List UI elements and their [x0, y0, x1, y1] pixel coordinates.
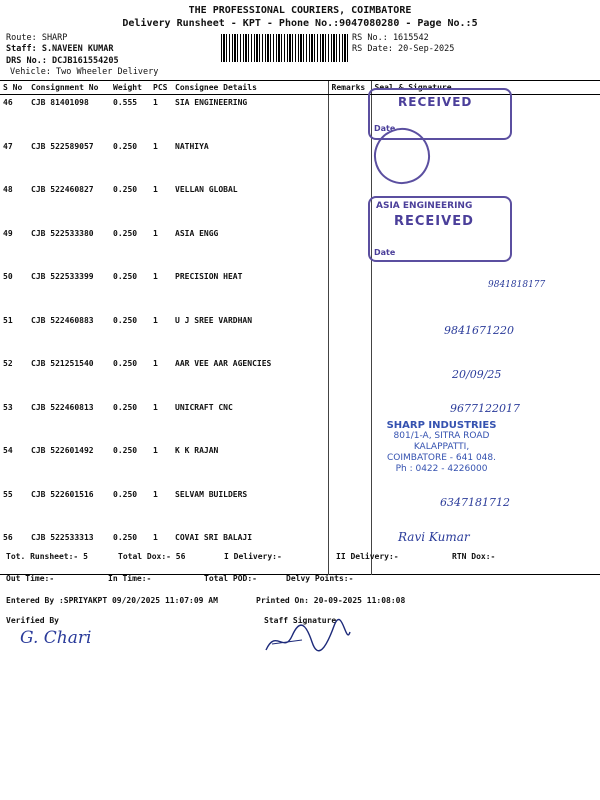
sharp-stamp-name: SHARP INDUSTRIES — [386, 420, 497, 431]
cell-signature — [371, 269, 600, 313]
cell-consignee: K K RAJAN — [175, 446, 219, 455]
table-row — [0, 530, 600, 574]
cell-weight: 0.250 — [113, 359, 138, 368]
cell-consignee: VELLAN GLOBAL — [175, 185, 238, 194]
col-remarks: Remarks — [328, 81, 371, 95]
cell-consignee: COVAI SRI BALAJI — [175, 533, 253, 542]
received-stamp-date: Date — [374, 124, 396, 133]
col-weight: Weight — [110, 81, 150, 95]
ii-delivery: II Delivery:- — [336, 552, 399, 561]
cell-consignment: CJB 81401098 — [31, 98, 89, 107]
sharp-stamp-addr1: 801/1-A, SITRA ROAD — [393, 431, 490, 441]
cell-consignment: CJB 522460883 — [31, 315, 94, 325]
cell-pcs: 1 — [153, 489, 158, 499]
cell-consignment: CJB 522601516 — [31, 489, 94, 499]
col-consignment: Consignment No — [28, 81, 110, 95]
cell-remarks — [328, 313, 371, 357]
table-row — [0, 356, 600, 400]
total-pod: Total POD:- — [204, 574, 257, 583]
cell-weight: 0.250 — [113, 533, 138, 542]
cell-consignee: SIA ENGINEERING — [175, 98, 248, 107]
cell-sno: 50 — [3, 272, 13, 281]
cell-remarks — [328, 95, 371, 139]
cell-consignment: CJB 521251540 — [31, 359, 94, 368]
cell-consignment: CJB 522533313 — [31, 533, 94, 542]
cell-consignment: CJB 522460813 — [31, 402, 94, 412]
handwriting-row51: 9841671220 — [444, 324, 514, 337]
cell-remarks — [328, 269, 371, 313]
barcode — [221, 34, 349, 62]
cell-consignment: CJB 522601492 — [31, 446, 94, 455]
cell-weight: 0.250 — [113, 185, 138, 194]
handwriting-row55: 6347181712 — [440, 496, 510, 509]
table-row — [0, 269, 600, 313]
staff-signature: Staff Signature — [264, 616, 337, 625]
out-time: Out Time:- — [6, 574, 55, 583]
total-dox: Total Dox:- 56 — [118, 552, 186, 561]
col-sno: S No — [0, 81, 28, 95]
cell-weight: 0.250 — [113, 489, 138, 499]
cell-weight: 0.555 — [113, 98, 138, 107]
cell-pcs: 1 — [153, 402, 158, 412]
cell-weight: 0.250 — [113, 446, 138, 455]
cell-remarks — [328, 356, 371, 400]
sharp-industries-stamp — [379, 420, 504, 475]
table-row — [0, 443, 600, 487]
cell-consignment: CJB 522533380 — [31, 228, 94, 238]
cell-pcs: 1 — [153, 185, 158, 194]
received-stamp-text: RECEIVED — [398, 95, 473, 109]
cell-weight: 0.250 — [113, 272, 138, 281]
verified-by: Verified By — [6, 616, 59, 625]
col-consignee: Consignee Details — [172, 81, 328, 95]
cell-consignee: PRECISION HEAT — [175, 272, 243, 281]
cell-sno: 51 — [3, 315, 13, 325]
cell-pcs: 1 — [153, 272, 158, 281]
cell-pcs: 1 — [153, 315, 158, 325]
cell-weight: 0.250 — [113, 315, 138, 325]
drs-label: DRS No.: DCJB161554205 — [6, 56, 119, 66]
cell-remarks — [328, 443, 371, 487]
staff-label: Staff: S.NAVEEN KUMAR — [6, 44, 114, 54]
rs-date: RS Date: 20-Sep-2025 — [352, 44, 455, 54]
cell-pcs: 1 — [153, 533, 158, 542]
cell-consignee: SELVAM BUILDERS — [175, 489, 248, 499]
asia-stamp-date: Date — [374, 248, 396, 257]
cell-sno: 53 — [3, 402, 13, 412]
entered-by: Entered By :SPRIYAKPT 09/20/2025 11:07:09 AM — [6, 596, 218, 605]
company-title: THE PROFESSIONAL COURIERS, COIMBATORE — [188, 5, 412, 16]
sharp-stamp-addr2: KALAPPATTI, — [413, 442, 470, 452]
cell-weight: 0.250 — [113, 228, 138, 238]
cell-sno: 56 — [3, 533, 13, 542]
handwriting-row50: 9841818177 — [488, 280, 546, 290]
cell-weight: 0.250 — [113, 402, 138, 412]
col-pcs: PCS — [150, 81, 172, 95]
verifier-signature: G. Chari — [20, 628, 92, 648]
cell-consignee: ASIA ENGG — [175, 228, 219, 238]
cell-sno: 48 — [3, 185, 13, 194]
sharp-stamp-phone: Ph : 0422 - 4226000 — [395, 464, 488, 474]
cell-consignment: CJB 522460827 — [31, 185, 94, 194]
sharp-stamp-addr3: COIMBATORE - 641 048. — [387, 453, 496, 463]
cell-consignee: AAR VEE AAR AGENCIES — [175, 359, 272, 368]
table-row — [0, 139, 600, 183]
cell-consignment: CJB 522533399 — [31, 272, 94, 281]
cell-remarks — [328, 139, 371, 183]
cell-pcs: 1 — [153, 446, 158, 455]
vehicle-label: Vehicle: Two Wheeler Delivery — [10, 67, 159, 77]
rtn-dox: RTN Dox:- — [452, 552, 496, 561]
cell-remarks — [328, 487, 371, 531]
printed-on: Printed On: 20-09-2025 11:08:08 — [256, 596, 406, 605]
col-signature: Seal & Signature — [371, 81, 600, 95]
cell-sno: 46 — [3, 98, 13, 107]
cell-sno: 47 — [3, 141, 13, 151]
delvy-points: Delvy Points:- — [286, 574, 354, 583]
cell-pcs: 1 — [153, 141, 158, 151]
cell-weight: 0.250 — [113, 141, 138, 151]
cell-remarks — [328, 400, 371, 444]
table-row — [0, 487, 600, 531]
cell-remarks — [328, 226, 371, 270]
cell-remarks — [328, 182, 371, 226]
asia-received-stamp — [368, 196, 512, 262]
cell-pcs: 1 — [153, 228, 158, 238]
cell-consignee: NATHIYA — [175, 141, 209, 151]
cell-sno: 49 — [3, 228, 13, 238]
asia-stamp-name: ASIA ENGINEERING — [376, 201, 473, 211]
staff-signature-scribble — [262, 618, 352, 658]
cell-sno: 52 — [3, 359, 13, 368]
asia-stamp-received: RECEIVED — [394, 214, 474, 229]
runsheet-subtitle: Delivery Runsheet - KPT - Phone No.:9047080280 - Page No.:5 — [122, 18, 478, 29]
in-time: In Time:- — [108, 574, 152, 583]
i-delivery: I Delivery:- — [224, 552, 282, 561]
cell-pcs: 1 — [153, 98, 158, 107]
rs-number: RS No.: 1615542 — [352, 33, 429, 43]
handwriting-row53: 9677122017 — [450, 402, 520, 415]
cell-consignment: CJB 522589057 — [31, 141, 94, 151]
route-label: Route: SHARP — [6, 33, 68, 43]
cell-sno: 54 — [3, 446, 13, 455]
cell-consignee: U J SREE VARDHAN — [175, 315, 253, 325]
cell-pcs: 1 — [153, 359, 158, 368]
handwriting-row52: 20/09/25 — [452, 368, 502, 381]
cell-sno: 55 — [3, 489, 13, 499]
cell-consignee: UNICRAFT CNC — [175, 402, 233, 412]
tot-runsheet: Tot. Runsheet:- 5 — [6, 552, 88, 561]
handwriting-row56: Ravi Kumar — [398, 530, 470, 544]
